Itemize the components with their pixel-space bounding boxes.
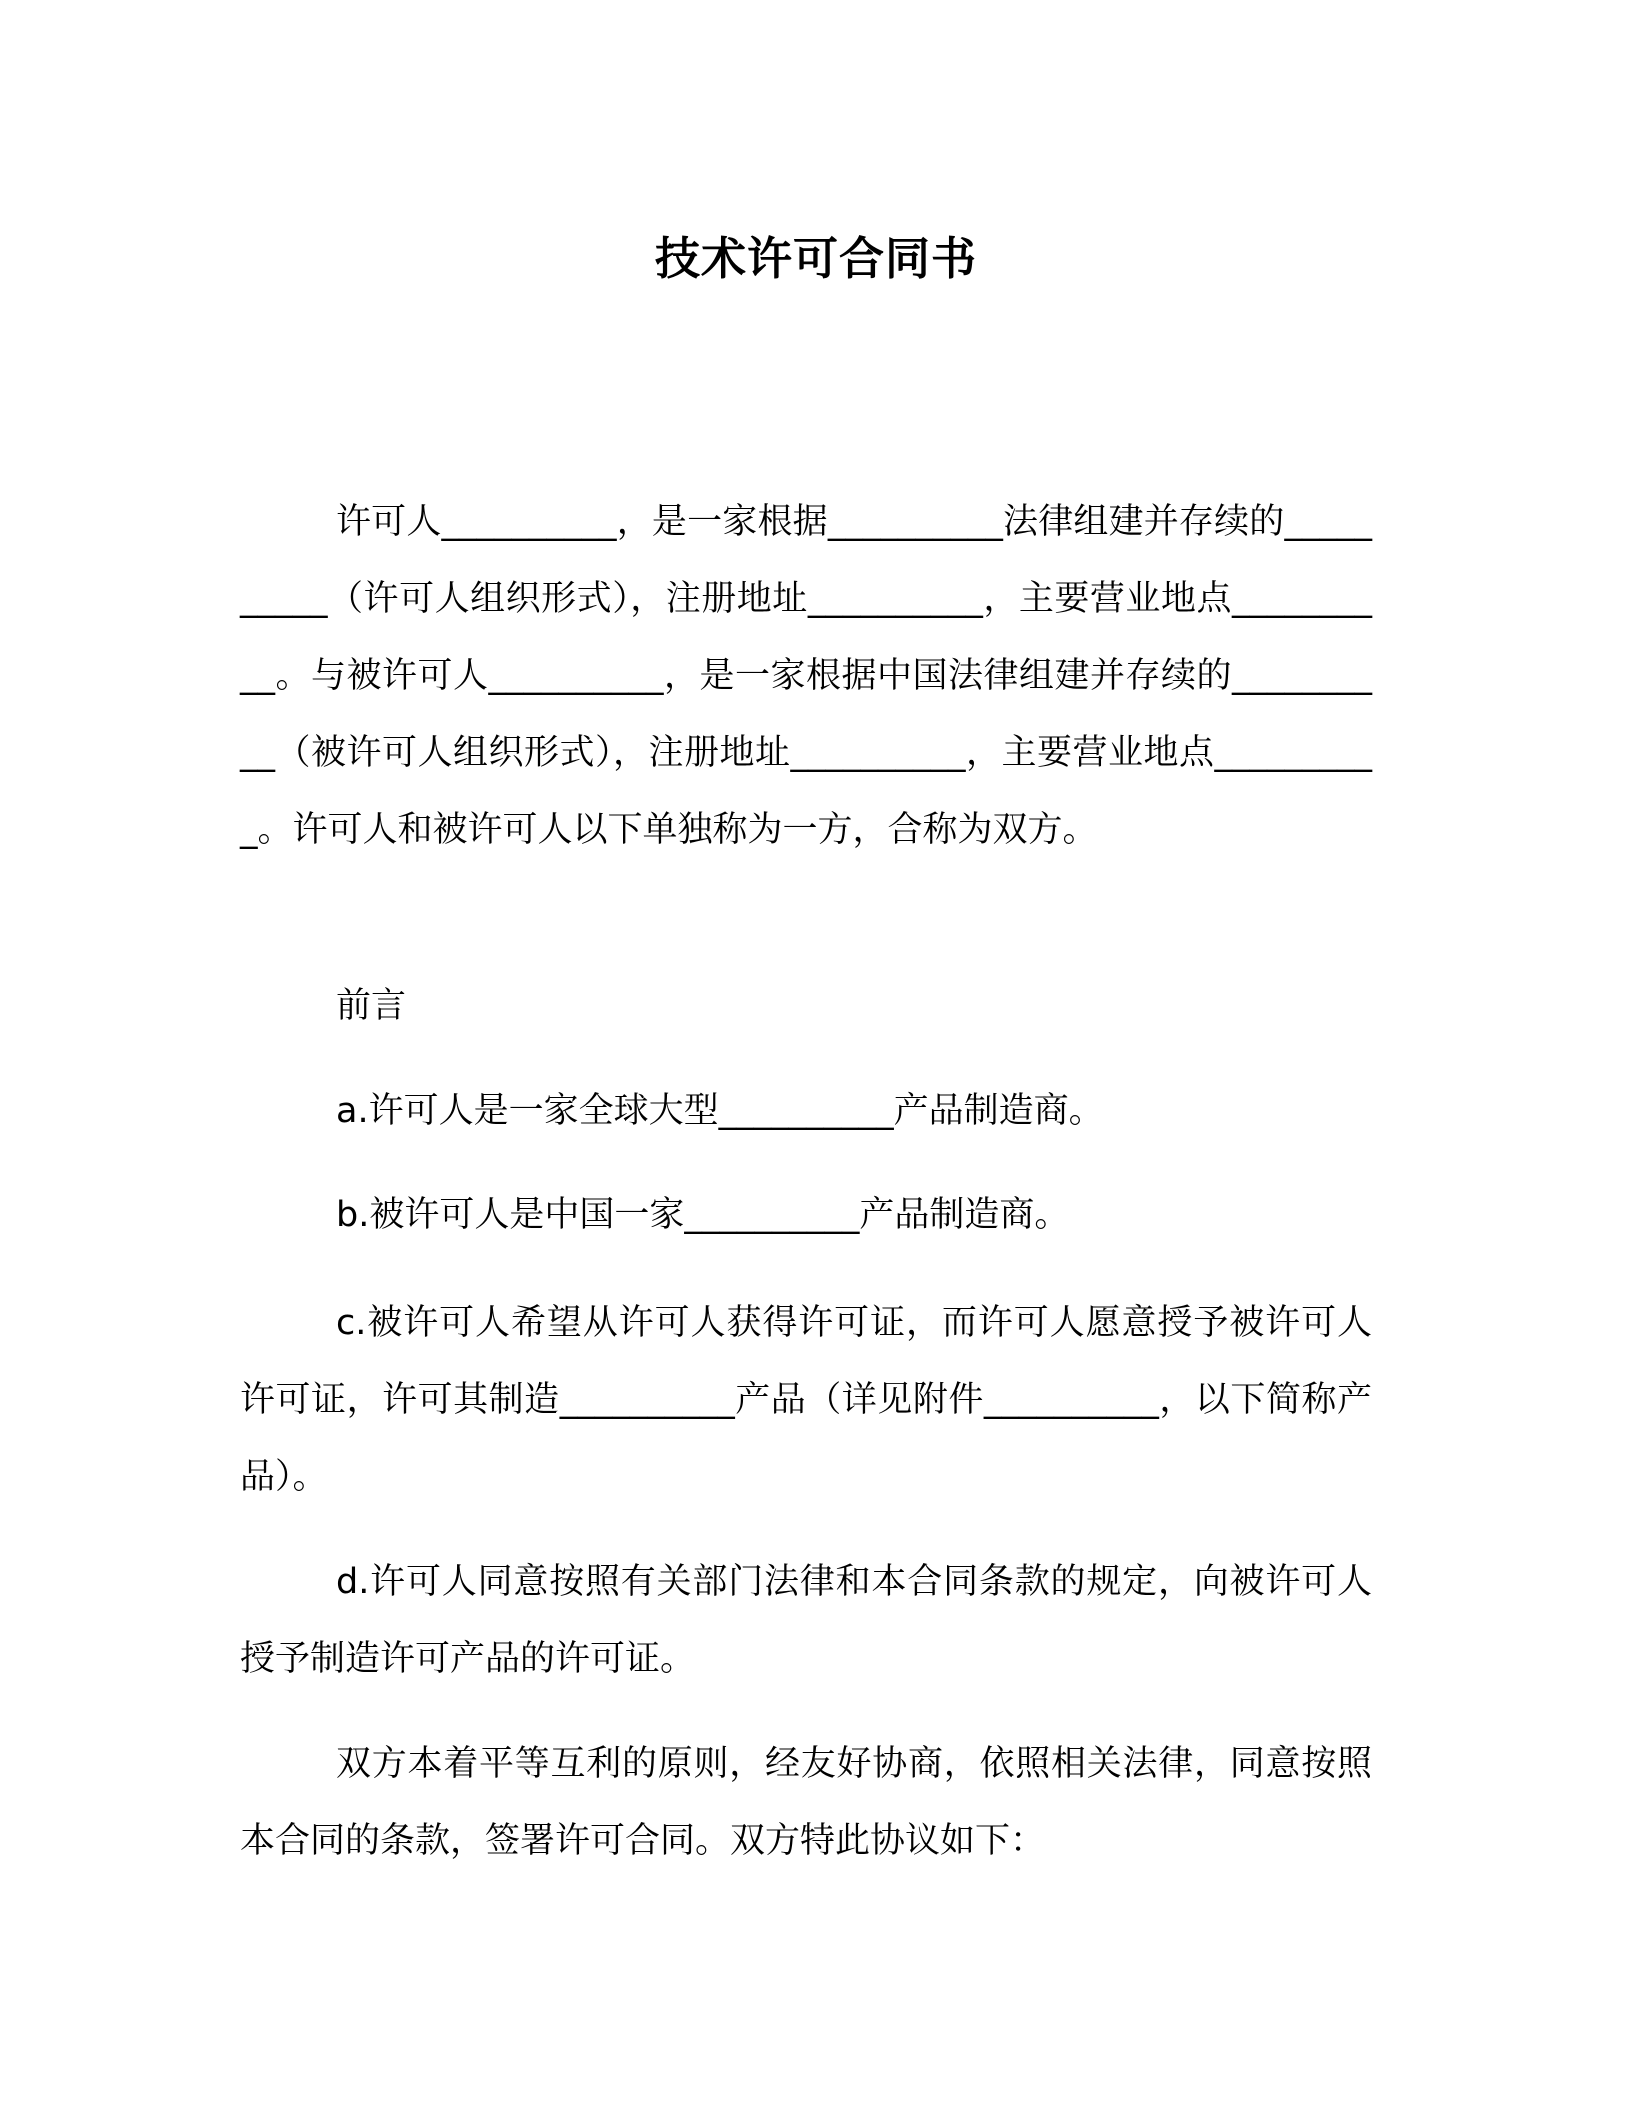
agreement-paragraph: 双方本着平等互利的原则，经友好协商，依照相关法律，同意按照本合同的条款，签署许可合同。双方特此协议如下：: [240, 1744, 1372, 1861]
preface-heading: 前言: [336, 986, 407, 1026]
preface-item-b: b.被许可人是中国一家__________产品制造商。: [336, 1195, 1070, 1235]
preface-item-d: d.许可人同意按照有关部门法律和本合同条款的规定，向被许可人授予制造许可产品的许可证。: [240, 1562, 1372, 1679]
document-title: 技术许可合同书: [654, 232, 977, 285]
parties-paragraph: 许可人__________，是一家根据__________法律组建并存续的__________（许可人组织形式），注册地址__________，主要营业地点__________。与被许可人__________，是一家根据中国法律组建并存续的__________（被许可人组织形式），注册地址__________，主要营业地点__________。许可人和被许可人以下单独称为一方，合称为双方。: [240, 502, 1372, 850]
preface-item-c: c.被许可人希望从许可人获得许可证，而许可人愿意授予被许可人许可证，许可其制造__________产品（详见附件__________，以下简称产品）。: [240, 1303, 1372, 1497]
preface-item-a: a.许可人是一家全球大型__________产品制造商。: [336, 1091, 1104, 1131]
